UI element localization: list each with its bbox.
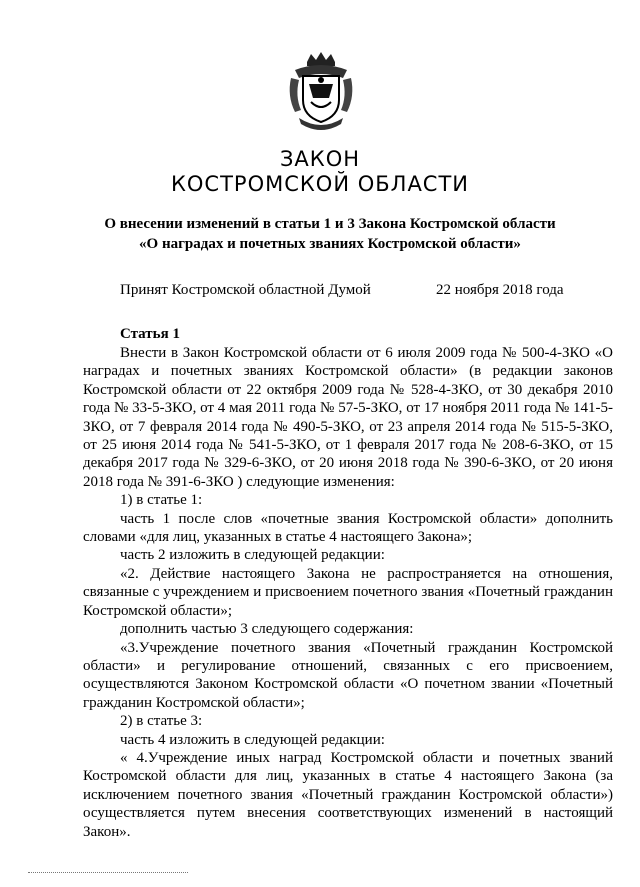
paragraph: дополнить частью 3 следующего содержания:	[120, 621, 414, 638]
paragraph: часть 1 после слов «почетные звания Костромской области» дополнить словами «для лиц, указанных в статье 4 настоящего Закона»;	[83, 510, 613, 546]
adoption-date: 22 ноября 2018 года	[436, 282, 564, 298]
scan-artifact	[28, 872, 188, 874]
adoption-body: Принят Костромской областной Думой	[120, 282, 371, 298]
article-body	[83, 344, 613, 841]
document-subtitle: КОСТРОМСКОЙ ОБЛАСТИ	[170, 172, 470, 196]
document-title: ЗАКОН	[279, 147, 361, 171]
paragraph: « 4.Учреждение иных наград Костромской области и почетных званий Костромской области для лиц, указанных в статье 4 настоящего Закона (за исключением почетного звания «Почетный гражданин Костромской области») осуществляется путем внесения соответствующих изменений в настоящий Закон».	[83, 749, 613, 840]
paragraph: Внести в Закон Костромской области от 6 июля 2009 года № 500-4-ЗКО «О наградах и почетных званиях Костромской области» (в редакции законов Костромской области от 22 октября 2009 года № 528-4-ЗКО, от 30 декабря 2010 года № 33-5-ЗКО, от 4 мая 2011 года № 57-5-ЗКО, от 17 ноября 2011 года № 141-5-ЗКО, от 7 февраля 2014 года № 490-5-ЗКО, от 23 апреля 2014 года № 515-5-ЗКО, от 25 июня 2014 года № 541-5-ЗКО, от 1 февраля 2017 года № 208-6-ЗКО, от 15 декабря 2017 года № 329-6-ЗКО, от 20 июня 2018 года № 390-6-ЗКО, от 20 июня 2018 года № 391-6-ЗКО ) следующие изменения:	[83, 345, 613, 490]
paragraph: часть 4 изложить в следующей редакции:	[120, 731, 385, 748]
coat-of-arms-icon	[285, 52, 357, 130]
subject-line-1: О внесении изменений в статьи 1 и 3 Закона Костромской области	[104, 216, 556, 232]
law-subject	[100, 214, 560, 254]
paragraph: «2. Действие настоящего Закона не распространяется на отношения, связанные с учреждением и присвоением почетного звания «Почетный гражданин Костромской области»;	[83, 565, 613, 619]
subject-line-2: «О наградах и почетных званиях Костромской области»	[139, 236, 521, 252]
paragraph: «3.Учреждение почетного звания «Почетный гражданин Костромской области» и регулирование отношений, связанных с его присвоением, осуществляются Законом Костромской области «О почетном звании «Почетный гражданин Костромской области»;	[83, 639, 613, 711]
paragraph: 2) в статье 3:	[120, 713, 203, 730]
paragraph: 1) в статье 1:	[120, 492, 203, 509]
paragraph: часть 2 изложить в следующей редакции:	[120, 547, 385, 564]
article-heading: Статья 1	[120, 326, 180, 342]
